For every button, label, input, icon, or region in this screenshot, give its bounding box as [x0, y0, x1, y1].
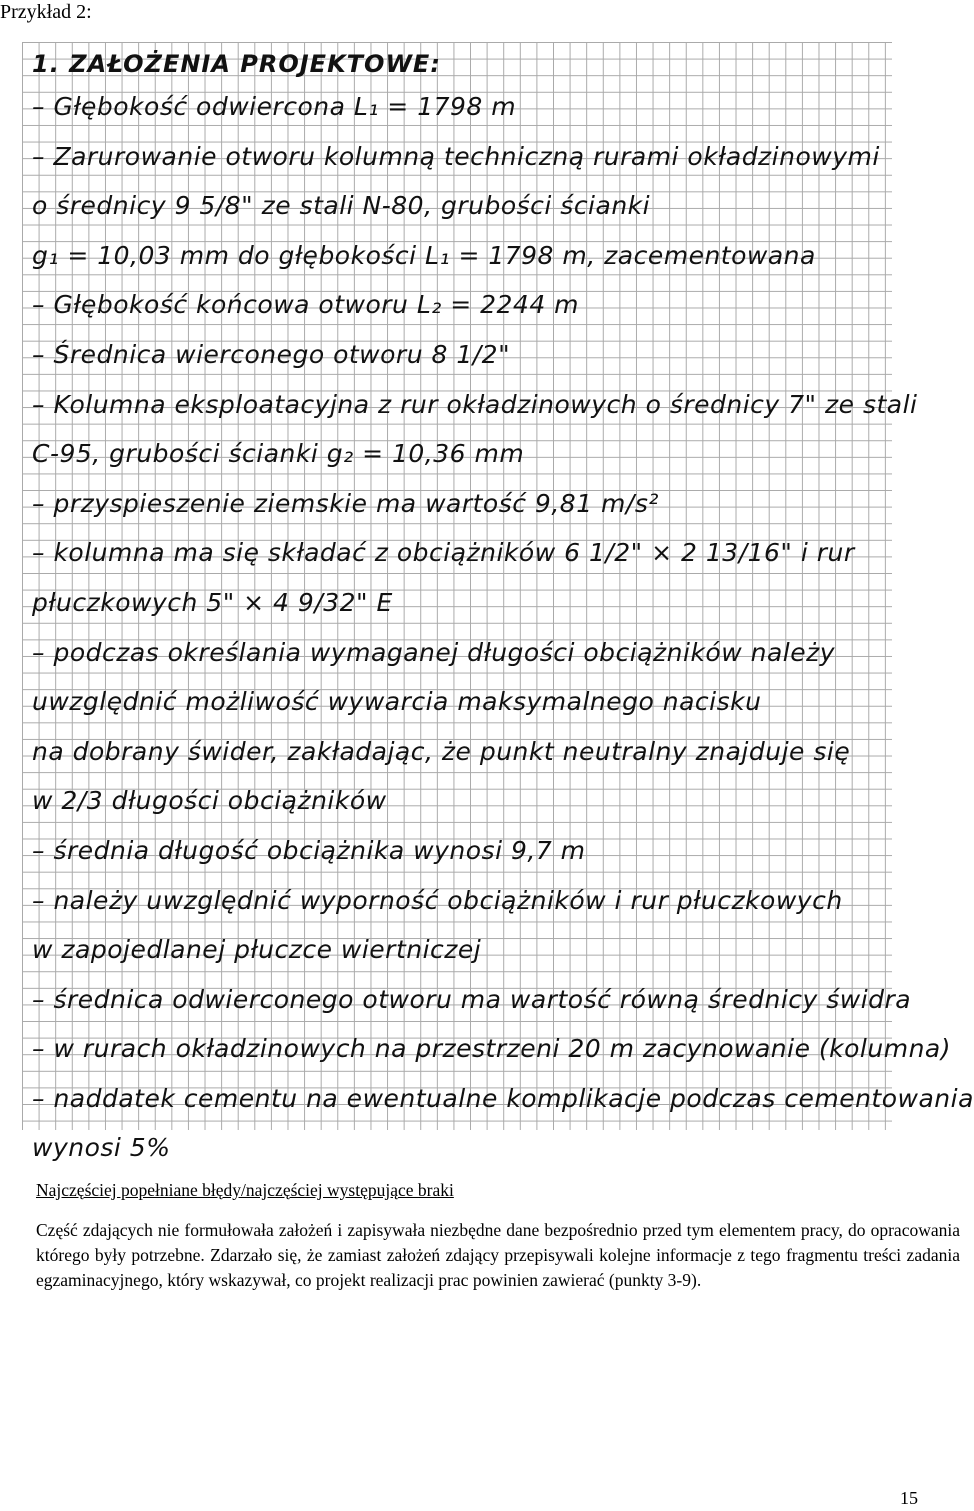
handwritten-line: C-95, grubości ścianki g₂ = 10,36 mm	[32, 439, 525, 469]
handwritten-line: – Kolumna eksploatacyjna z rur okładzinowych o średnicy 7" ze stali	[32, 389, 918, 419]
handwritten-line: – naddatek cementu na ewentualne komplikacje podczas cementowania	[32, 1083, 974, 1113]
handwritten-line: – Średnica wierconego otworu 8 1/2"	[32, 339, 511, 369]
page-number: 15	[900, 1488, 918, 1508]
handwritten-line: – średnia długość obciążnika wynosi 9,7 m	[32, 835, 586, 865]
handwritten-line: wynosi 5%	[32, 1133, 171, 1163]
handwritten-line: o średnicy 9 5/8" ze stali N-80, grubości ścianki	[32, 191, 651, 221]
handwritten-graph-paper-sheet	[22, 42, 974, 1163]
handwritten-line: uwzględnić możliwość wywarcia maksymalnego nacisku	[32, 687, 762, 717]
section-heading: Najczęściej popełniane błędy/najczęściej występujące braki	[36, 1180, 454, 1200]
handwritten-line: na dobrany świder, zakładając, że punkt neutralny znajduje się	[32, 736, 851, 766]
handwritten-line: w zapojedlanej płuczce wiertniczej	[32, 935, 482, 965]
handwritten-line: – Głębokość końcowa otworu L₂ = 2244 m	[32, 290, 580, 320]
handwritten-line: – podczas określania wymaganej długości obciążników należy	[32, 637, 836, 667]
handwritten-line: – Zarurowanie otworu kolumną techniczną rurami okładzinowymi	[32, 141, 880, 171]
handwritten-line: – przyspieszenie ziemskie ma wartość 9,81 m/s²	[32, 488, 659, 518]
handwritten-line: g₁ = 10,03 mm do głębokości L₁ = 1798 m, zacementowana	[32, 240, 816, 270]
body-paragraph: Część zdających nie formułowała założeń i zapisywała niezbędne dane bezpośrednio przed tym elementem pracy, do opracowania którego były potrzebne. Zdarzało się, że zamiast założeń zdający przepisywali kolejne informacje z tego fragmentu treści zadania egzaminacyjnego, który wskazywał, co projekt realizacji prac powinien zawierać (punkty 3-9).	[36, 1220, 960, 1290]
handwritten-line: – należy uwzględnić wyporność obciążników i rur płuczkowych	[32, 885, 843, 915]
handwritten-line: – kolumna ma się składać z obciążników 6 1/2" × 2 13/16" i rur	[32, 538, 855, 568]
handwritten-line: w 2/3 długości obciążników	[32, 786, 387, 816]
example-label: Przykład 2:	[0, 1, 92, 23]
handwritten-line: – Głębokość odwiercona L₁ = 1798 m	[32, 92, 517, 121]
handwritten-line: – średnica odwierconego otworu ma wartość równą średnicy świdra	[32, 984, 912, 1014]
handwritten-title: 1. ZAŁOŻENIA PROJEKTOWE:	[32, 50, 441, 78]
handwritten-lines	[32, 42, 974, 1173]
handwritten-line: – w rurach okładzinowych na przestrzeni 20 m zacynowanie (kolumna)	[32, 1034, 951, 1064]
handwritten-line: płuczkowych 5" × 4 9/32" E	[32, 587, 393, 617]
